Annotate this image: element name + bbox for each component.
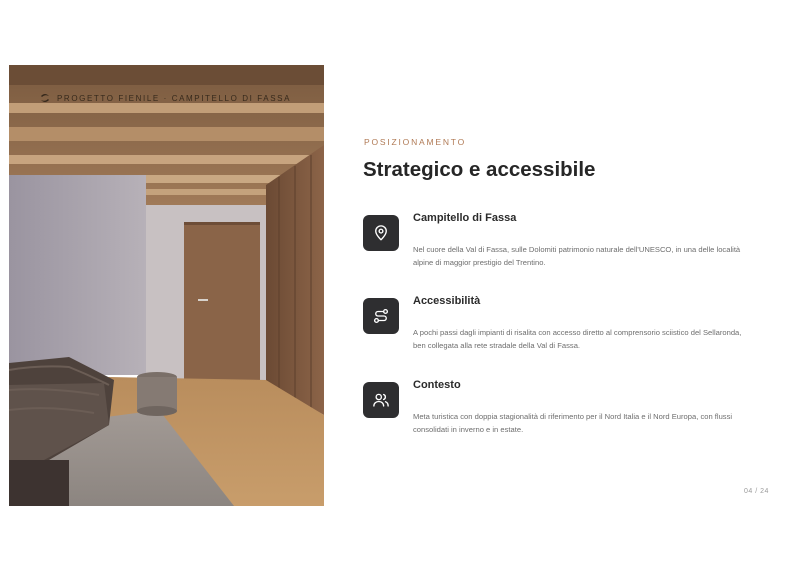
page-number: 04 / 24 [744, 488, 769, 495]
feature-icon-box [363, 382, 399, 418]
brand-header [39, 92, 291, 104]
feature-icon-box [363, 215, 399, 251]
brand-text: PROGETTO FIENILE · CAMPITELLO DI FASSA [57, 93, 292, 103]
map-pin-icon [372, 224, 390, 242]
feature-icon-box [363, 298, 399, 334]
feature-title: Accessibilità [413, 295, 481, 307]
brand-logo-icon [39, 92, 51, 104]
bedroom-image [9, 65, 324, 506]
section-eyebrow: POSIZIONAMENTO [364, 137, 467, 147]
interior-photo [9, 65, 324, 506]
section-title: Strategico e accessibile [363, 158, 596, 181]
feature-title: Contesto [413, 379, 461, 391]
route-icon [372, 307, 390, 325]
feature-text: A pochi passi dagli impianti di risalita con accesso diretto al comprensorio sciistico del Sellaronda, ben collegata alla rete stradale della Val di Fassa. [413, 328, 742, 350]
feature-text: Nel cuore della Val di Fassa, sulle Dolomiti patrimonio naturale dell'UNESCO, in una delle località alpine di maggior prestigio del Trentino. [413, 245, 741, 267]
feature-text: Meta turistica con doppia stagionalità di riferimento per il Nord Italia e il Nord Europa, con flussi consolidati in inverno e in estate. [413, 412, 733, 434]
users-icon [372, 391, 390, 409]
feature-title: Campitello di Fassa [413, 212, 517, 224]
